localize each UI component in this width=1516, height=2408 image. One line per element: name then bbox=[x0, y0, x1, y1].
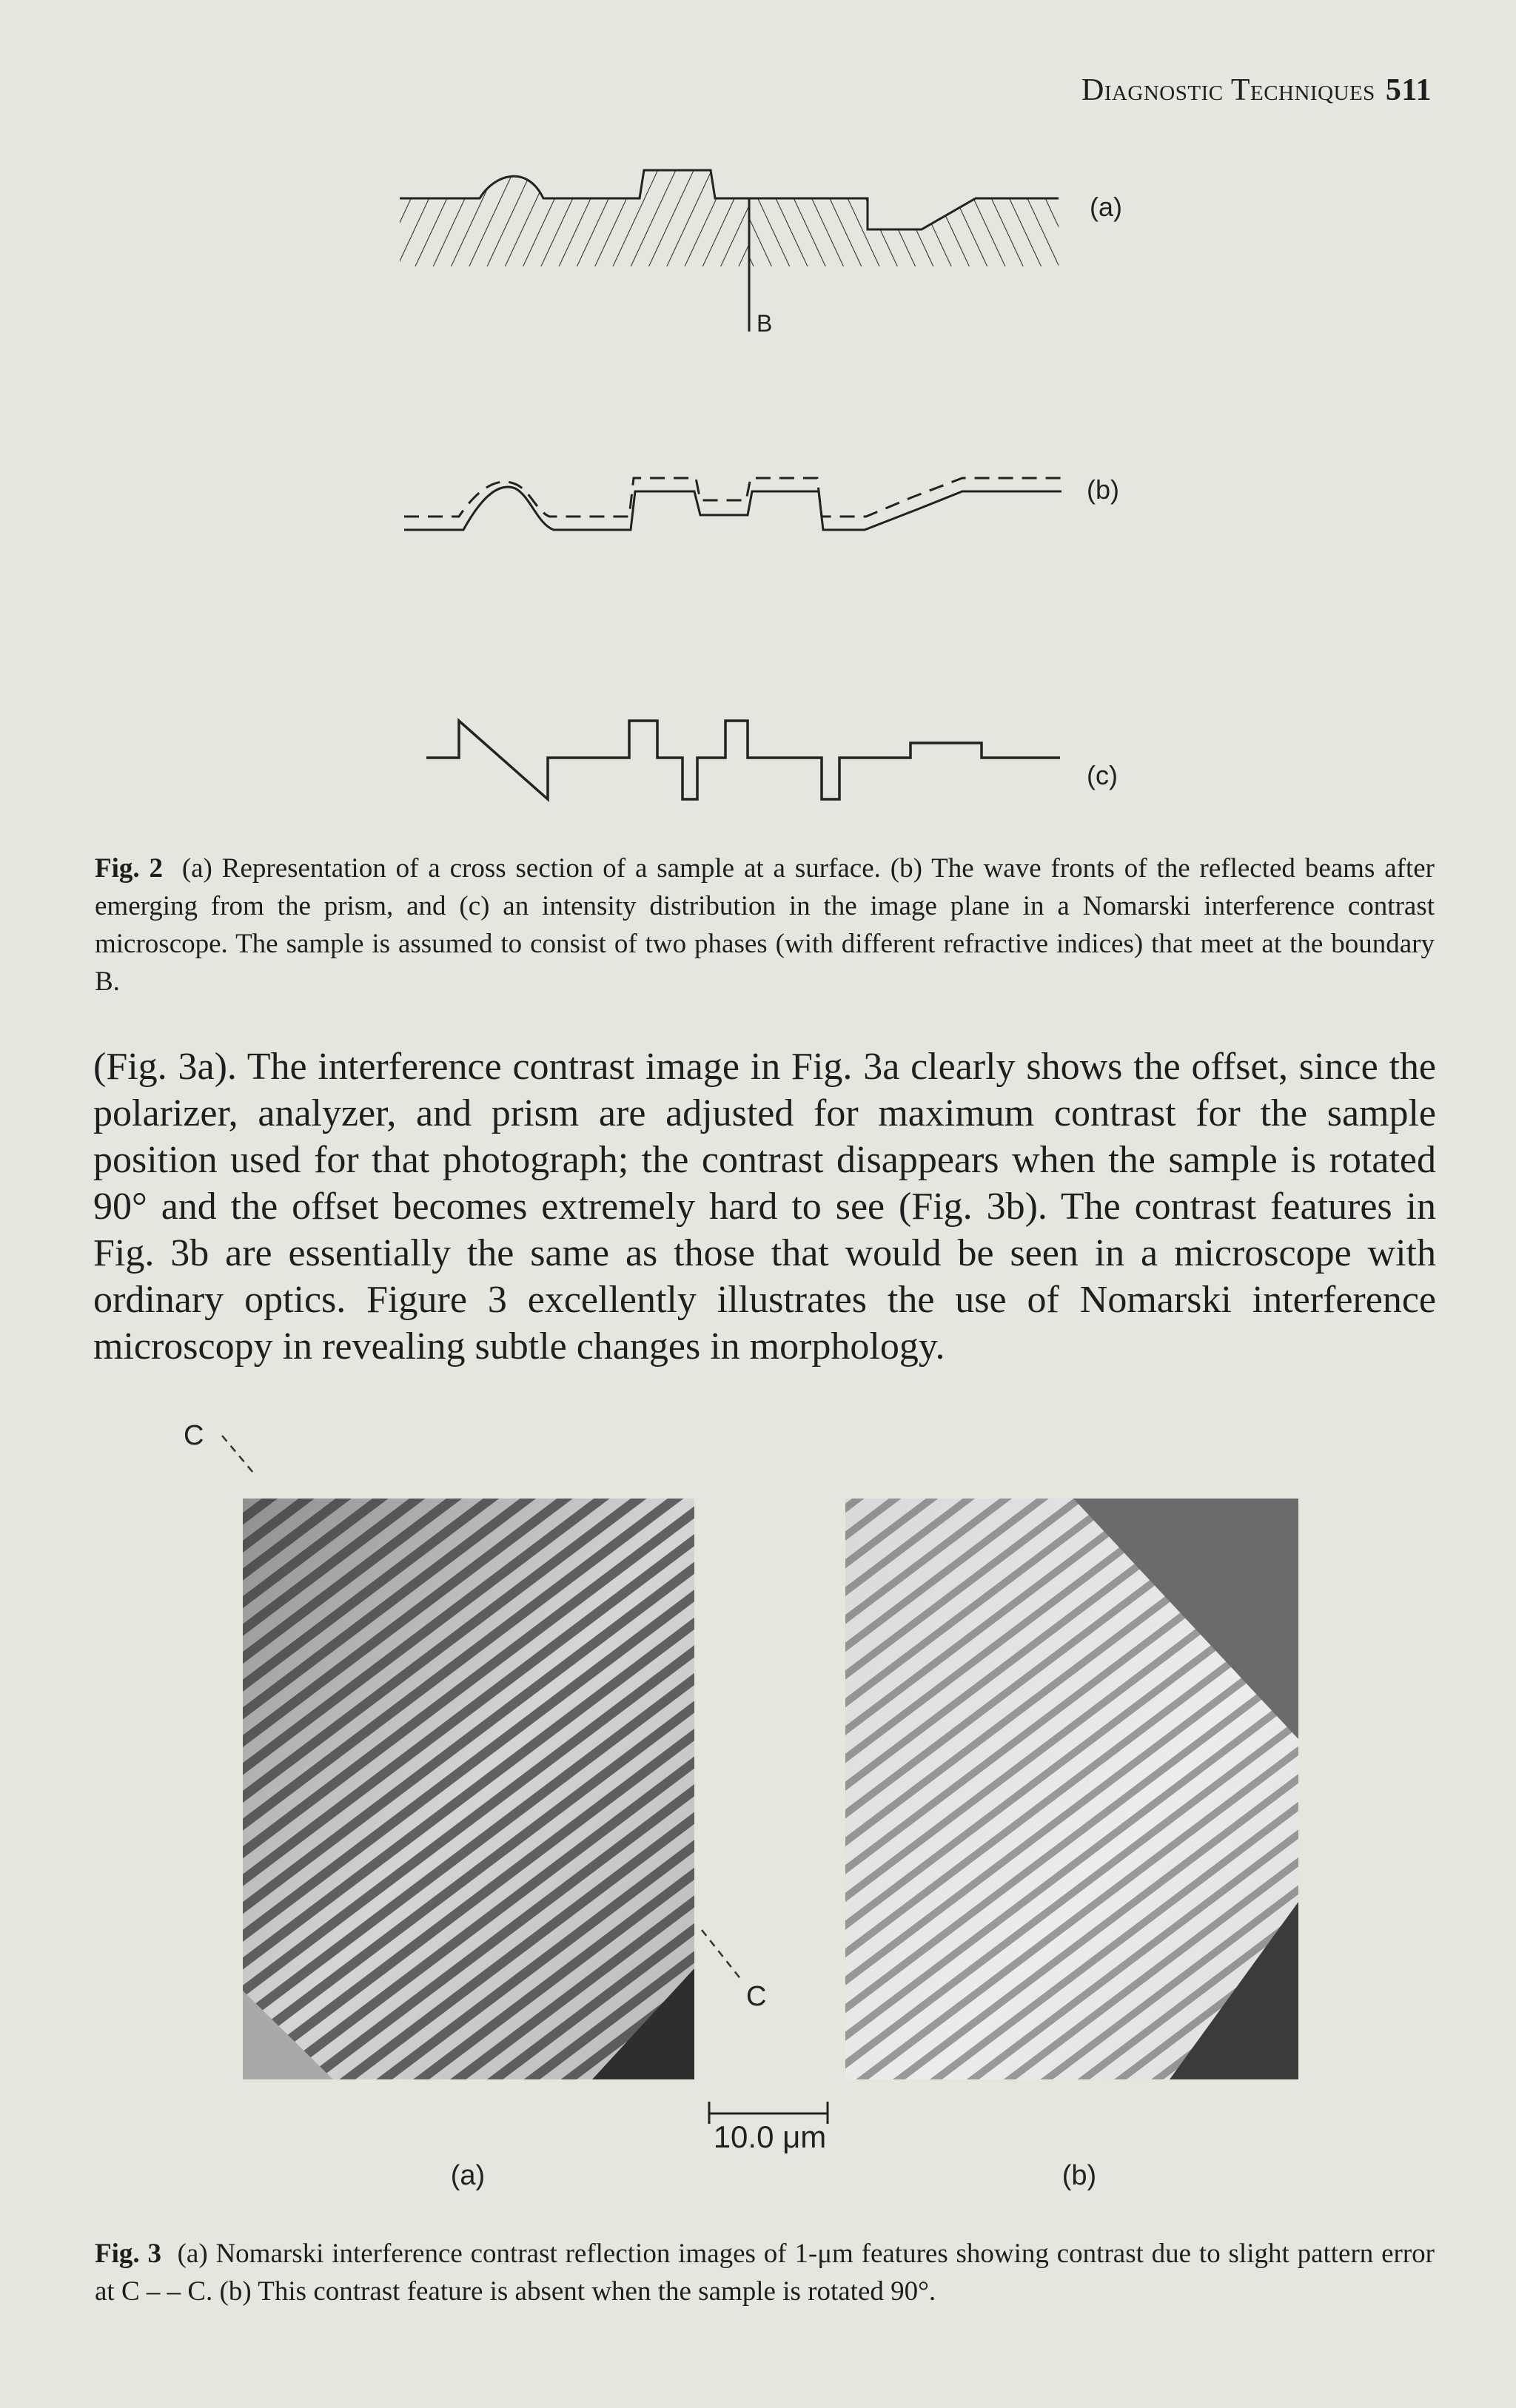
panel-label-a: (a) bbox=[1090, 192, 1122, 222]
page-number: 511 bbox=[1385, 73, 1432, 107]
marker-c-bottom: C bbox=[746, 1981, 767, 2012]
wave-fronts bbox=[404, 478, 1061, 530]
figure-3-caption-text: (a) Nomarski interference contrast reflection images of 1-μm features showing contrast due to slight pattern error at C – – C. (b) This contrast feature is absent when the sample is rotated 90°. bbox=[95, 2239, 1435, 2307]
body-paragraph: (Fig. 3a). The interference contrast image in Fig. 3a clearly shows the offset, since the polarizer, analyzer, and prism are adjusted for maximum contrast for the sample position used for that photograph; the contrast disappears when the sample is rotated 90° and the offset becomes extremely hard to see (Fig. 3b). The contrast features in Fig. 3b are essentially the same as those that would be seen in a microscope with ordinary optics. Figure 3 excellently illustrates the use of Nomarski interference microscopy in revealing subtle changes in morphology. bbox=[93, 1046, 1436, 1368]
figure3-panel-label-a: (a) bbox=[450, 2160, 486, 2191]
micrograph-a bbox=[148, 1406, 814, 2146]
figure-2-caption-label: Fig. 2 bbox=[95, 853, 164, 884]
boundary-label-b: B bbox=[757, 310, 773, 337]
panel-label-b: (b) bbox=[1087, 474, 1119, 505]
micrograph-b bbox=[740, 1406, 1406, 2146]
intensity-distribution bbox=[426, 721, 1060, 799]
running-title: Diagnostic Techniques bbox=[1081, 73, 1375, 107]
marker-c-top-line bbox=[222, 1436, 253, 1473]
figure3-panel-label-b: (b) bbox=[1061, 2160, 1097, 2191]
cross-section-profile bbox=[385, 170, 1073, 332]
marker-c-top: C bbox=[184, 1420, 204, 1451]
figure-3-caption bbox=[95, 2235, 1435, 2310]
panel-label-c: (c) bbox=[1087, 760, 1118, 790]
figure-2-caption bbox=[95, 850, 1435, 1000]
marker-c-bottom-line bbox=[702, 1930, 742, 1980]
figure-3-caption-label: Fig. 3 bbox=[95, 2239, 161, 2269]
figure-2-caption-text: (a) Representation of a cross section of a sample at a surface. (b) The wave fronts of the reflected beams after emerging from the prism, and (c) an intensity distribution in the image plane in a Nomarski interference contrast microscope. The sample is assumed to consist of two phases (with different refractive indices) that meet at the boundary B. bbox=[95, 853, 1435, 997]
scale-bar-label: 10.0 μm bbox=[713, 2119, 827, 2154]
